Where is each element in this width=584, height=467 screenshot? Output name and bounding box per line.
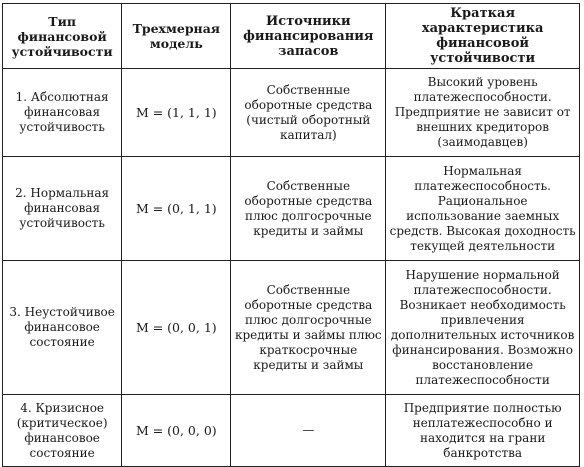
table-row	[3, 395, 580, 467]
cell-type: 3. Неустойчивое финансовое состояние	[3, 261, 122, 395]
cell-sources: —	[231, 395, 386, 467]
table-row	[3, 157, 580, 261]
cell-sources: Собственные оборотные средства плюс долгосрочные кредиты и займы плюс краткосрочные кредиты и займы	[231, 261, 386, 395]
cell-type: 2. Нормальная финансовая устойчивость	[3, 157, 122, 261]
header-model: Трехмерная модель	[122, 4, 231, 69]
header-type: Тип финансовой устойчивости	[3, 4, 122, 69]
financial-stability-table	[2, 3, 580, 467]
cell-description: Нарушение нормальной платежеспособности. Возникает необходимость привлечения дополнительных источников финансирования. Возможно восстановление платежеспособности	[386, 261, 580, 395]
cell-type: 1. Абсолютная финансовая устойчивость	[3, 69, 122, 157]
cell-model: M = (0, 0, 0)	[122, 395, 231, 467]
cell-description: Предприятие полностью неплатежеспособно и находится на грани банкротства	[386, 395, 580, 467]
header-sources: Источники финансирования запасов	[231, 4, 386, 69]
cell-type: 4. Кризисное (критическое) финансовое состояние	[3, 395, 122, 467]
table-row	[3, 69, 580, 157]
cell-description: Высокий уровень платежеспособности. Предприятие не зависит от внешних кредиторов (заимодавцев)	[386, 69, 580, 157]
header-description: Краткая характеристика финансовой устойчивости	[386, 4, 580, 69]
cell-sources: Собственные оборотные средства (чистый оборотный капитал)	[231, 69, 386, 157]
cell-sources: Собственные оборотные средства плюс долгосрочные кредиты и займы	[231, 157, 386, 261]
cell-model: M = (0, 1, 1)	[122, 157, 231, 261]
cell-model: M = (0, 0, 1)	[122, 261, 231, 395]
table-header-row	[3, 4, 580, 69]
table-row	[3, 261, 580, 395]
cell-description: Нормальная платежеспособность. Рациональное использование заемных средств. Высокая доходность текущей деятельности	[386, 157, 580, 261]
cell-model: M = (1, 1, 1)	[122, 69, 231, 157]
